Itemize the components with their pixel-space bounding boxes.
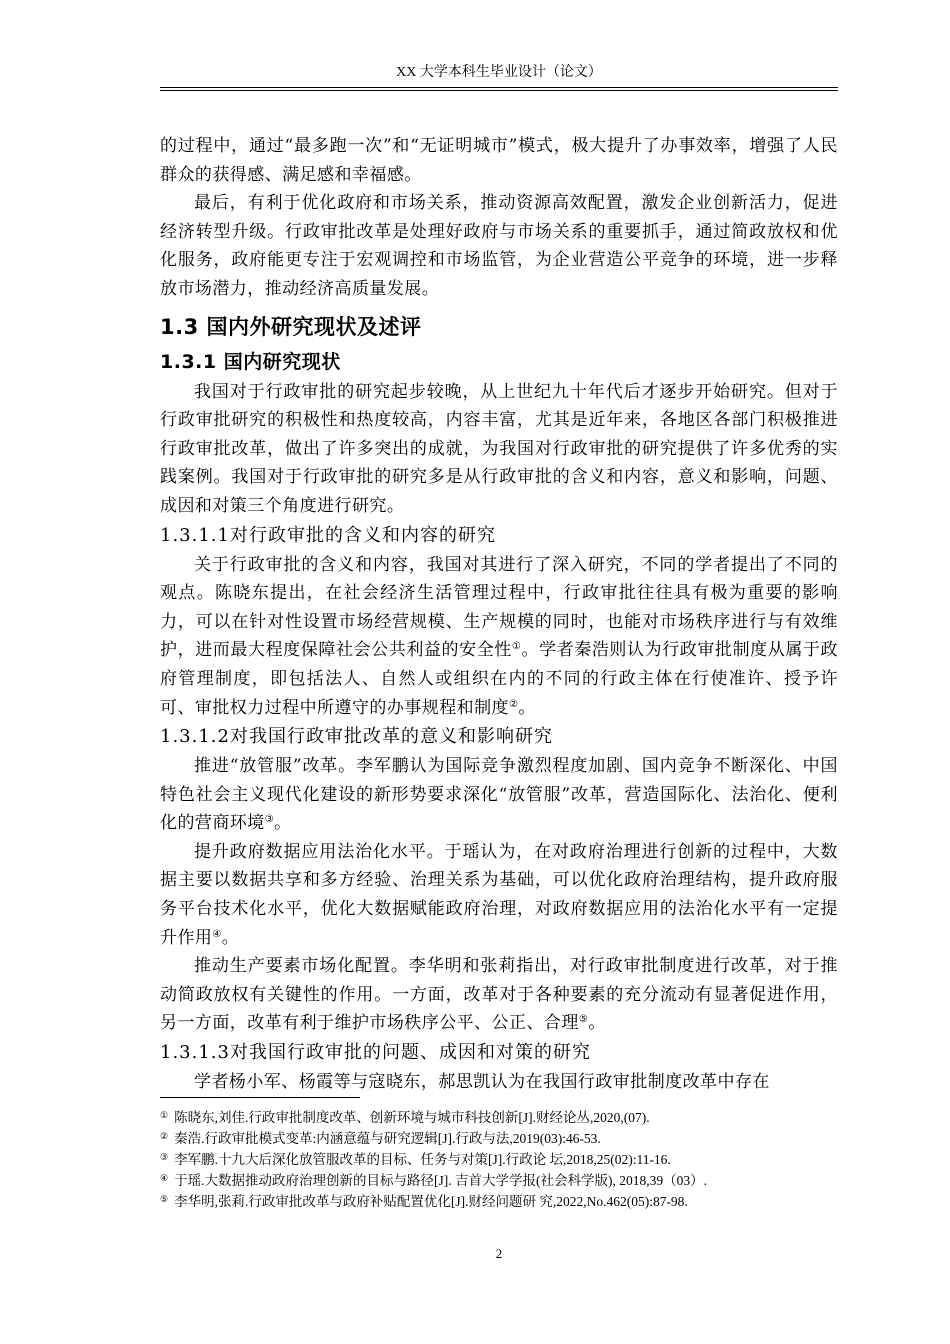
section-heading-1-3-1: 1.3.1 国内研究现状 xyxy=(160,350,341,373)
text-run: 。学者秦浩则认为行政审批制度从属于政府管理制度，即包括法人、自然人或组织在内的不同的行政主体在行使准许、授予许可、审批权力过程中所遵守的办事规程和制度 xyxy=(160,640,838,718)
text-run: 。 xyxy=(518,697,536,718)
text-run: 。 xyxy=(221,927,240,948)
header-rule xyxy=(160,87,838,91)
section-heading-1-3-1-3: 1.3.1.3对我国行政审批的问题、成因和对策的研究 xyxy=(160,1042,591,1064)
paragraph-fangguanfu xyxy=(160,752,838,838)
paragraph-production-factors xyxy=(160,952,838,1038)
text-run: 推动生产要素市场化配置。李华明和张莉指出，对行政审批制度进行改革，对于推动简政放权有关键性的作用。一方面，改革对于各种要素的充分流动有显著促进作用，另一方面，改革有利于维护市场秩序公平、公正、合理 xyxy=(160,956,838,1034)
text-run: 关于行政审批的含义和内容，我国对其进行了深入研究，不同的学者提出了不同的观点。陈晓东提出，在社会经济生活管理过程中，行政审批往往具有极为重要的影响力，可以在针对性设置市场经营规模、生产规模的同时，也能对市场秩序进行与有效维护，进而最大程度保障社会公共利益的安全性 xyxy=(160,554,838,661)
footnote-5 xyxy=(160,1190,850,1211)
footnote-text: 李华明,张莉.行政审批改革与政府补贴配置优化[J].财经问题研 究,2022,No.462(05):87-98. xyxy=(174,1194,688,1209)
paragraph-continued: 的过程中，通过“最多跑一次”和“无证明城市”模式，极大提升了办事效率，增强了人民群众的获得感、满足感和幸福感。 xyxy=(160,136,838,185)
section-heading-1-3-1-2: 1.3.1.2对我国行政审批改革的意义和影响研究 xyxy=(160,726,553,748)
footnote-mark: ④ xyxy=(160,1173,169,1183)
footnote-text: 秦浩.行政审批模式变革:内涵意蕴与研究逻辑[J].行政与法,2019(03):46-53. xyxy=(174,1131,601,1146)
footnote-mark: ③ xyxy=(160,1152,169,1162)
running-header: XX 大学本科生毕业设计（论文） xyxy=(396,65,602,80)
page-number: 2 xyxy=(495,1246,503,1261)
footnote-ref-3[interactable]: ③ xyxy=(264,814,275,826)
paragraph-finally: 最后，有利于优化政府和市场关系，推动资源高效配置，激发企业创新活力，促进经济转型升级。行政审批改革是处理好政府与市场关系的重要抓手，通过简政放权和优化服务，政府能更专注于宏观调控和市场监管，为企业营造公平竞争的环境，进一步释放市场潜力，推动经济高质量发展。 xyxy=(160,193,838,299)
footnote-ref-4[interactable]: ④ xyxy=(212,928,222,940)
footnote-text: 李军鹏.十九大后深化放管服改革的目标、任务与对策[J].行政论 坛,2018,25(02):11-16. xyxy=(174,1152,671,1167)
footnote-text: 陈晓东,刘佳.行政审批制度改革、创新环境与城市科技创新[J].财经论丛,2020,(07). xyxy=(174,1110,650,1125)
text-run: 。 xyxy=(588,1013,606,1034)
footnote-2 xyxy=(160,1127,850,1148)
footnote-mark: ① xyxy=(160,1110,169,1120)
footnotes xyxy=(160,1106,850,1211)
paragraph-domestic-research: 我国对于行政审批的研究起步较晚，从上世纪九十年代后才逐步开始研究。但对于行政审批研究的积极性和热度较高，内容丰富，尤其是近年来，各地区各部门积极推进行政审批改革，做出了许多突出的成就，为我国对行政审批的研究提供了许多优秀的实践案例。我国对于行政审批的研究多是从行政审批的含义和内容，意义和影响，问题、成因和对策三个角度进行研究。 xyxy=(160,381,838,516)
footnote-separator xyxy=(160,1097,360,1098)
text-run: 提升政府数据应用法治化水平。于瑶认为，在对政府治理进行创新的过程中，大数据主要以数据共享和多方经验、治理关系为基础，可以优化政府治理结构，提升政府服务平台技术化水平，优化大数据赋能政府治理，对政府数据应用的法治化水平有一定提升作用 xyxy=(160,841,838,948)
footnote-4 xyxy=(160,1169,850,1190)
footnote-mark: ⑤ xyxy=(160,1194,169,1204)
footnote-ref-2[interactable]: ② xyxy=(509,698,519,710)
paragraph-problems: 学者杨小军、杨霞等与寇晓东，郝思凯认为在我国行政审批制度改革中存在 xyxy=(194,1072,770,1093)
text-run: 推进“放管服”改革。李军鹏认为国际竞争激烈程度加剧、国内竞争不断深化、中国特色社会主义现代化建设的新形势要求深化“放管服”改革，营造国际化、法治化、便利化的营商环境 xyxy=(160,756,838,834)
footnote-1 xyxy=(160,1106,850,1127)
footnote-text: 于瑶.大数据推动政府治理创新的目标与路径[J]. 吉首大学学报(社会科学版), 2018,39（03）. xyxy=(174,1173,707,1188)
footnote-ref-5[interactable]: ⑤ xyxy=(578,1014,589,1026)
footnote-mark: ② xyxy=(160,1131,169,1141)
footnote-3 xyxy=(160,1148,850,1169)
footnote-ref-1[interactable]: ① xyxy=(511,641,522,653)
paragraph-meaning-content xyxy=(160,551,838,723)
text-run: 。 xyxy=(274,813,292,834)
section-heading-1-3: 1.3 国内外研究现状及述评 xyxy=(160,314,422,339)
section-heading-1-3-1-1: 1.3.1.1对行政审批的含义和内容的研究 xyxy=(160,524,496,546)
paragraph-government-data xyxy=(160,838,838,952)
document-body xyxy=(160,132,838,1097)
